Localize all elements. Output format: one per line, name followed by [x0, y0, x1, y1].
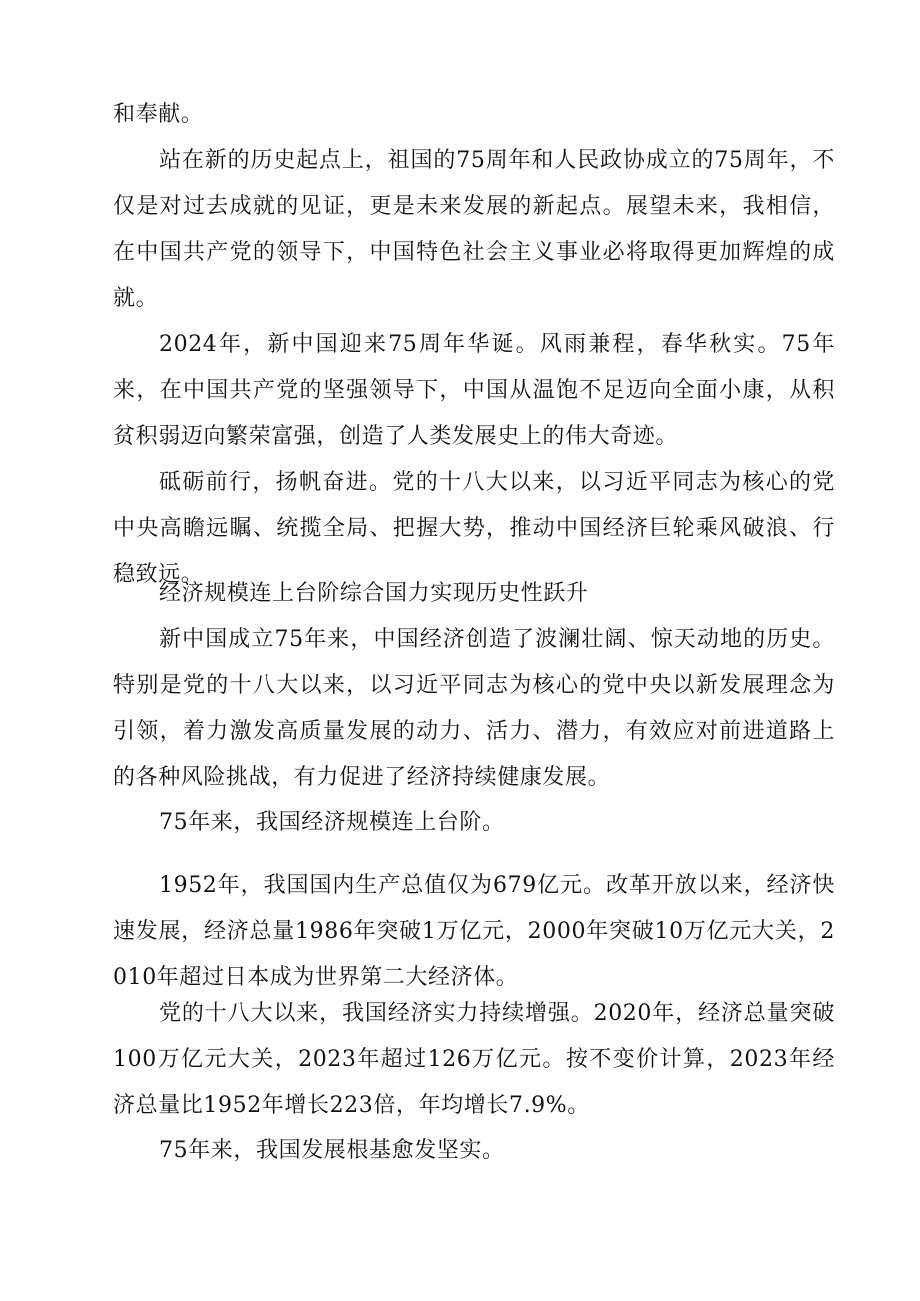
paragraph-gdp-1952: 1952年，我国国内生产总值仅为679亿元。改革开放以来，经济快速发展，经济总量1986年突破1万亿元，2000年突破10万亿元大关，2010年超过日本成为世界第二大经济体。	[113, 873, 835, 990]
paragraph-continuation: 和奉献。	[113, 102, 204, 127]
paragraph-new-starting-point: 站在新的历史起点上，祖国的75周年和人民政协成立的75周年，不仅是对过去成就的见证，更是未来发展的新起点。展望未来，我相信，在中国共产党的领导下，中国特色社会主义事业必将取得更加辉煌的成就。	[113, 148, 835, 311]
paragraph-foundation: 75年来，我国发展根基愈发坚实。	[159, 1138, 505, 1163]
paragraph-75th-anniversary: 2024年，新中国迎来75周年华诞。风雨兼程，春华秋实。75年来，在中国共产党的坚强领导下，中国从温饱不足迈向全面小康，从积贫积弱迈向繁荣富强，创造了人类发展史上的伟大奇迹。	[113, 332, 835, 449]
section-heading: 经济规模连上台阶综合国力实现历史性跃升	[159, 581, 589, 606]
paragraph-gdp-recent: 党的十八大以来，我国经济实力持续增强。2020年，经济总量突破100万亿元大关，2023年超过126万亿元。按不变价计算，2023年经济总量比1952年增长223倍，年均增长7.9%。	[113, 1001, 835, 1118]
paragraph-economic-history: 新中国成立75年来，中国经济创造了波澜壮阔、惊天动地的历史。特别是党的十八大以来，以习近平同志为核心的党中央以新发展理念为引领，着力激发高质量发展的动力、活力、潜力，有效应对前进道路上的各种风险挑战，有力促进了经济持续健康发展。	[113, 627, 835, 790]
paragraph-forge-ahead: 砥砺前行，扬帆奋进。党的十八大以来，以习近平同志为核心的党中央高瞻远瞩、统揽全局、把握大势，推动中国经济巨轮乘风破浪、行稳致远。	[113, 470, 835, 587]
paragraph-economic-scale: 75年来，我国经济规模连上台阶。	[159, 810, 505, 835]
